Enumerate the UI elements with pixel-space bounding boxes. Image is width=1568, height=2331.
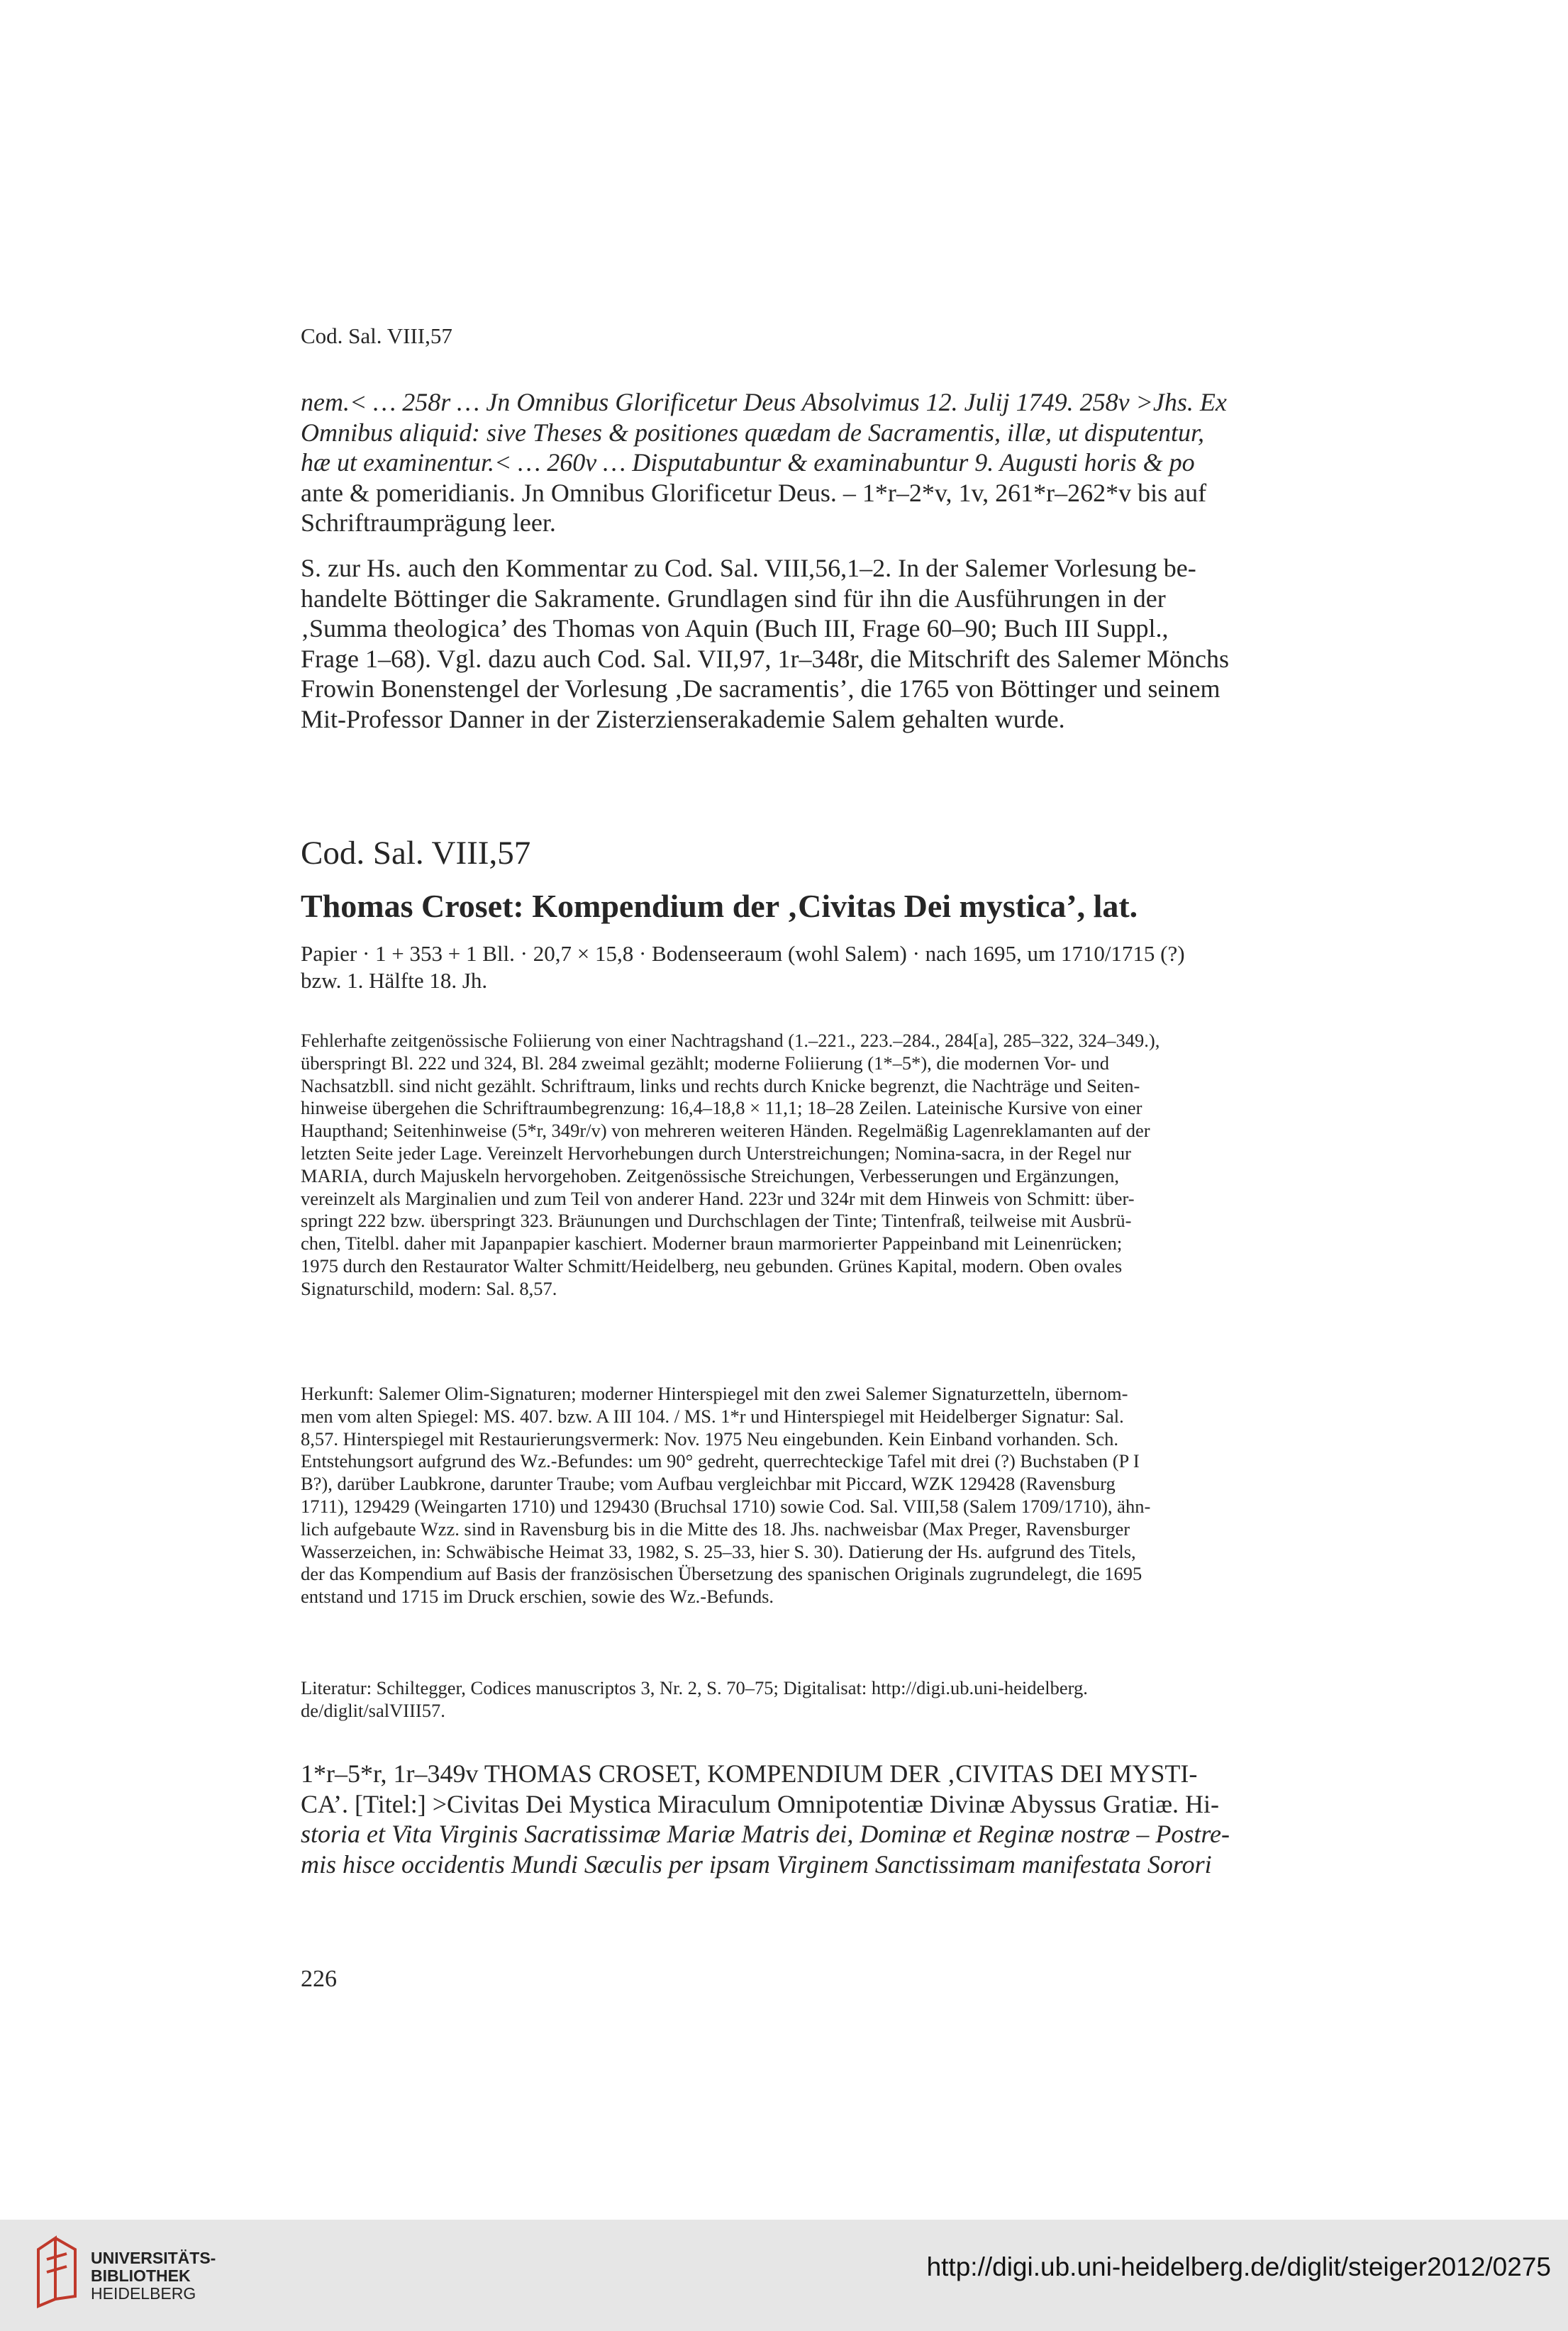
entry-title: Thomas Croset: Kompendium der ‚Civitas Dei mystica’, lat. [301, 888, 1138, 924]
physical-description [301, 1030, 1309, 1301]
text-line: Omnibus aliquid: sive Theses & positiones quædam de Sacramentis, illæ, ut disputentur, [301, 418, 1204, 447]
text-line: Frowin Bonenstengel der Vorlesung ‚De sacramentis’, die 1765 von Böttinger und seinem [301, 674, 1221, 703]
provenance [301, 1383, 1309, 1608]
text-line: lich aufgebaute Wzz. sind in Ravensburg bis in die Mitte des 18. Jhs. nachweisbar (Max Preger, Ravensburger [301, 1518, 1130, 1540]
text-line: men vom alten Spiegel: MS. 407. bzw. A III 104. / MS. 1*r und Hinterspiegel mit Heidelberger Signatur: Sal. [301, 1405, 1124, 1427]
library-name-line: UNIVERSITÄTS- [91, 2249, 216, 2267]
page-number: 226 [301, 1966, 337, 1992]
text-line: Herkunft: Salemer Olim-Signaturen; moderner Hinterspiegel mit den zwei Salemer Signaturzetteln, übernom- [301, 1383, 1128, 1404]
previous-entry-continuation [301, 387, 1309, 538]
library-name-line: HEIDELBERG [91, 2284, 196, 2303]
text-line: Schriftraumprägung leer. [301, 508, 556, 538]
text-line: de/diglit/salVIII57. [301, 1699, 445, 1721]
text-line: CA’. [Titel:] >Civitas Dei Mystica Miraculum Omnipotentiæ Divinæ Abyssus Gratiæ. Hi- [301, 1789, 1219, 1818]
library-name-line: BIBLIOTHEK [91, 2266, 191, 2285]
text-line: 1975 durch den Restaurator Walter Schmitt/Heidelberg, neu gebunden. Grünes Kapital, modern. Oben ovales [301, 1254, 1123, 1276]
text-line: S. zur Hs. auch den Kommentar zu Cod. Sal. VIII,56,1–2. In der Salemer Vorlesung be- [301, 554, 1196, 582]
text-line: springt 222 bzw. überspringt 323. Bräunungen und Durchschlagen der Tinte; Tintenfraß, teilweise mit Ausbrü- [301, 1210, 1132, 1232]
text-line: ‚Summa theologica’ des Thomas von Aquin (Buch III, Frage 60–90; Buch III Suppl., [301, 614, 1169, 643]
meta-line: bzw. 1. Hälfte 18. Jh. [301, 968, 488, 993]
text-line: B?), darüber Laubkrone, darunter Traube; vom Aufbau vergleichbar mit Piccard, WZK 129428 (Ravensburg [301, 1473, 1116, 1495]
text-line: chen, Titelbl. daher mit Japanpapier kaschiert. Moderner braun marmorierter Pappeinband mit Leinenrücken; [301, 1233, 1123, 1254]
text-line: nem.< … 258r … Jn Omnibus Glorificetur Deus Absolvimus 12. Julij 1749. 258v >Jhs. Ex [301, 388, 1227, 416]
text-line: ante & pomeridianis. Jn Omnibus Glorificetur Deus. – 1*r–2*v, 1v, 261*r–262*v bis auf [301, 478, 1207, 507]
text-line: Fehlerhafte zeitgenössische Foliierung von einer Nachtragshand (1.–221., 223.–284., 284[a], 285–322, 324–349.), [301, 1030, 1160, 1051]
text-line: Entstehungsort aufgrund des Wz.-Befundes: um 90° gedreht, querrechteckige Tafel mit drei (?) Buchstaben (P I [301, 1450, 1140, 1472]
text-line: 1711), 129429 (Weingarten 1710) und 129430 (Bruchsal 1710) sowie Cod. Sal. VIII,58 (Salem 1709/1710), ähn- [301, 1495, 1151, 1517]
text-line: entstand und 1715 im Druck erschien, sowie des Wz.-Befunds. [301, 1586, 774, 1608]
text-line: MARIA, durch Majuskeln hervorgehoben. Zeitgenössische Streichungen, Verbesserungen und Ergänzungen, [301, 1164, 1119, 1186]
text-line: überspringt Bl. 222 und 324, Bl. 284 zweimal gezählt; moderne Foliierung (1*–5*), die modernen Vor- und [301, 1052, 1110, 1074]
text-line: der das Kompendium auf Basis der französischen Übersetzung des spanischen Originals zugrundelegt, die 1695 [301, 1563, 1142, 1585]
running-head: Cod. Sal. VIII,57 [301, 323, 452, 348]
text-line: Frage 1–68). Vgl. dazu auch Cod. Sal. VII,97, 1r–348r, die Mitschrift des Salemer Mönchs [301, 644, 1229, 673]
library-name [91, 2249, 216, 2303]
text-line: Signaturschild, modern: Sal. 8,57. [301, 1277, 557, 1299]
text-line: Mit-Professor Danner in der Zisterzienserakademie Salem gehalten wurde. [301, 704, 1065, 733]
text-line: hæ ut examinentur.< … 260v … Disputabuntur & examinabuntur 9. Augusti horis & po [301, 448, 1195, 477]
text-line: mis hisce occidentis Mundi Sæculis per ipsam Virginem Sanctissimam manifestata Sorori [301, 1849, 1212, 1879]
commentary-paragraph [301, 553, 1309, 735]
text-line: Nachsatzbll. sind nicht gezählt. Schriftraum, links und rechts durch Knicke begrenzt, die Nachträge und Seiten- [301, 1074, 1140, 1096]
content-description [301, 1759, 1309, 1879]
text-line: Haupthand; Seitenhinweise (5*r, 349r/v) von mehreren weiteren Händen. Regelmäßig Lagenreklamanten auf der [301, 1120, 1150, 1142]
permalink-url[interactable]: http://digi.ub.uni-heidelberg.de/diglit/steiger2012/0275 [926, 2252, 1551, 2281]
text-line: Wasserzeichen, in: Schwäbische Heimat 33, 1982, S. 25–33, hier S. 30). Datierung der Hs. aufgrund des Titels, [301, 1540, 1136, 1562]
entry-meta [301, 940, 1309, 994]
text-line: 8,57. Hinterspiegel mit Restaurierungsvermerk: Nov. 1975 Neu eingebunden. Kein Einband vorhanden. Sch. [301, 1428, 1118, 1450]
text-line: handelte Böttinger die Sakramente. Grundlagen sind für ihn die Ausführungen in der [301, 584, 1166, 613]
literature [301, 1677, 1309, 1723]
text-line: hinweise übergehen die Schriftraumbegrenzung: 16,4–18,8 × 11,1; 18–28 Zeilen. Lateinische Kursive von einer [301, 1097, 1142, 1119]
text-line: letzten Seite jeder Lage. Vereinzelt Hervorhebungen durch Unterstreichungen; Nomina-sacra, in der Regel nur [301, 1142, 1131, 1164]
library-logo-icon [34, 2235, 81, 2309]
text-line: storia et Vita Virginis Sacratissimæ Mariæ Matris dei, Dominæ et Reginæ nostræ – Postre- [301, 1820, 1230, 1849]
meta-line: Papier · 1 + 353 + 1 Bll. · 20,7 × 15,8 · Bodenseeraum (wohl Salem) · nach 1695, um 1710/1715 (?) [301, 941, 1185, 966]
text-line: vereinzelt als Marginalien und zum Teil von anderer Hand. 223r und 324r mit dem Hinweis von Schmitt: über- [301, 1187, 1135, 1209]
text-line: Literatur: Schiltegger, Codices manuscriptos 3, Nr. 2, S. 70–75; Digitalisat: http://digi.ub.uni-heidelberg. [301, 1677, 1088, 1698]
entry-shelfmark: Cod. Sal. VIII,57 [301, 835, 531, 872]
text-line: 1*r–5*r, 1r–349v THOMAS CROSET, KOMPENDIUM DER ‚CIVITAS DEI MYSTI- [301, 1759, 1198, 1788]
